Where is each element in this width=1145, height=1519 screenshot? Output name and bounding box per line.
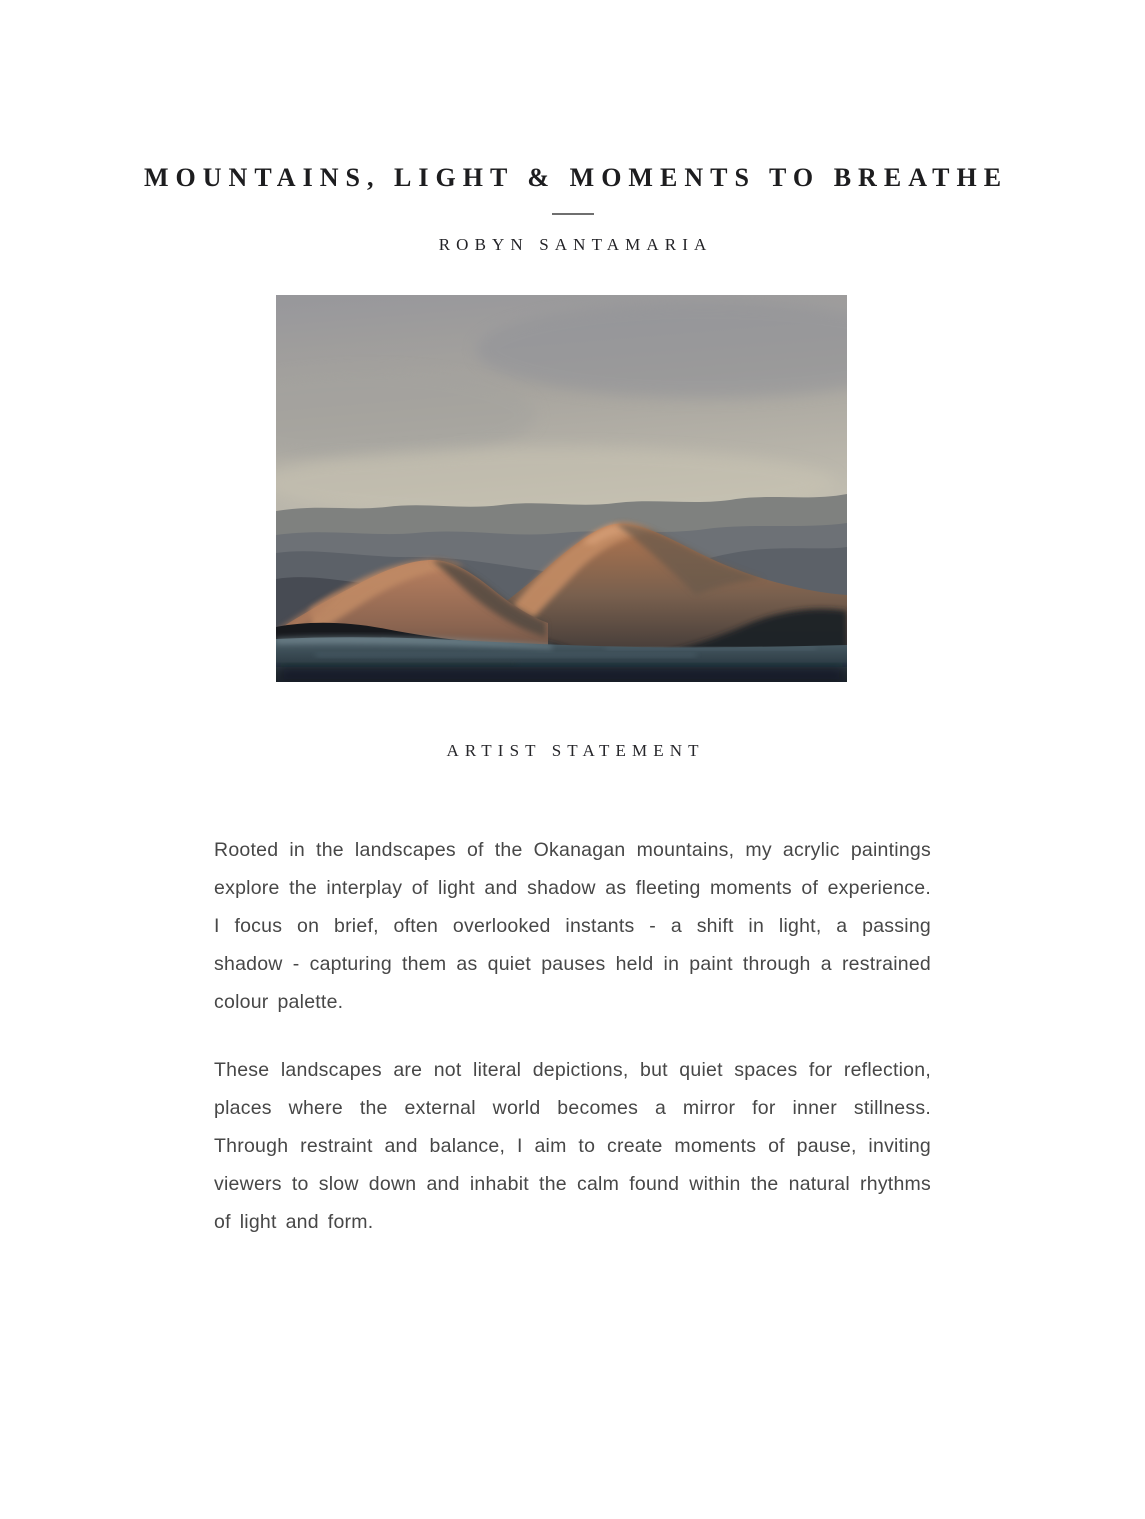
statement-paragraph-1: Rooted in the landscapes of the Okanagan mountains, my acrylic paintings explore the interplay of light and shadow as fleeting moments of experience. I focus on brief, often overlooked instants - a shift in light, a passing shadow - capturing them as quiet pauses held in paint through a restrained colour palette.	[214, 839, 931, 1013]
artist-statement-heading: ARTIST STATEMENT	[446, 741, 705, 760]
statement-paragraph-2: These landscapes are not literal depictions, but quiet spaces for reflection, places where the external world becomes a mirror for inner stillness. Through restraint and balance, I aim to create moments of pause, inviting viewers to slow down and inhabit the calm found within the natural rhythms of light and form.	[214, 1059, 931, 1233]
page-header	[0, 0, 1145, 255]
title-divider-rule	[552, 213, 594, 215]
artist-name: ROBYN SANTAMARIA	[438, 235, 713, 254]
artwork-painting	[276, 295, 847, 682]
page-title: MOUNTAINS, LIGHT & MOMENTS TO BREATHE	[143, 163, 1009, 192]
artist-statement-body	[214, 831, 931, 1241]
artwork-figure	[276, 295, 847, 682]
